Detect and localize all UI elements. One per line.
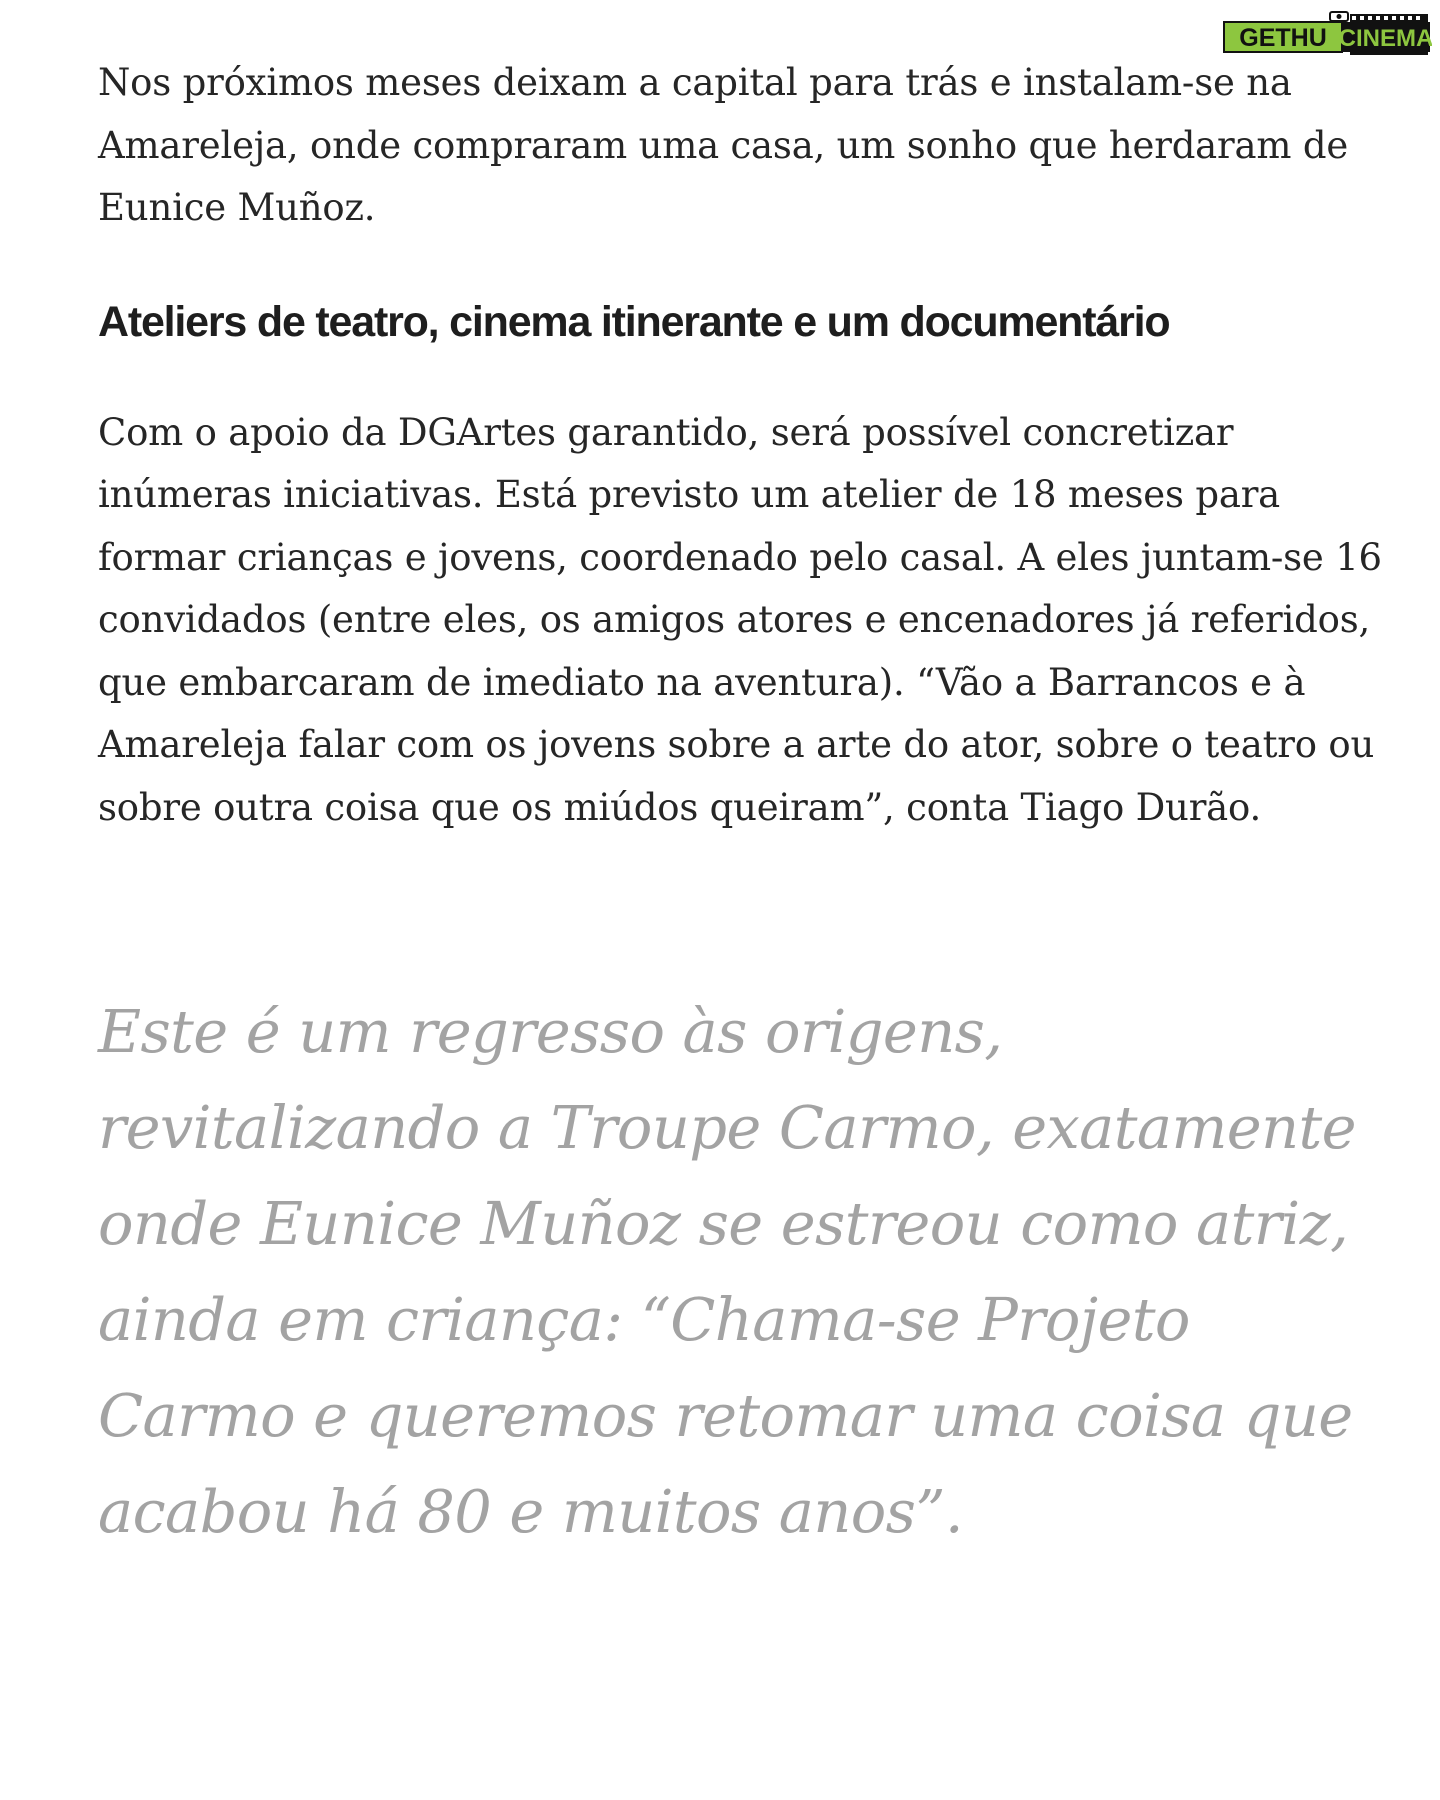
intro-paragraph: Nos próximos meses deixam a capital para trás e instalam-se na Amareleja, onde compraram uma casa, um sonho que herdaram de Eunice Muñoz.: [98, 61, 1349, 229]
watermark-logo-graphic: [1222, 10, 1432, 56]
body-paragraph: Com o apoio da DGArtes garantido, será possível concretizar inúmeras iniciativas. Está previsto um atelier de 18 meses para formar crianças e jovens, coordenado pelo casal. A eles juntam-se 16 convidados (entre eles, os amigos atores e encenadores já referidos, que embarcaram de imediato na aventura). “Vão a Barrancos e à Amareleja falar com os jovens sobre a arte do ator, sobre o teatro ou sobre outra coisa que os miúdos queiram”, conta Tiago Durão.: [98, 410, 1382, 829]
camera-icon: [1330, 12, 1348, 21]
watermark-left-text: GETHU: [1239, 24, 1327, 52]
watermark-right-text: CINEMA: [1338, 25, 1432, 52]
section-heading: Ateliers de teatro, cinema itinerante e um documentário: [98, 297, 1170, 346]
pull-quote: Este é um regresso às origens, revitalizando a Troupe Carmo, exatamente onde Eunice Muñoz se estreou como atriz, ainda em criança: “Chama-se Projeto Carmo e queremos retomar uma coisa que acabou há 80 e muitos anos”.: [98, 997, 1356, 1546]
gethucinema-watermark-logo: [1222, 10, 1432, 56]
article-body: [98, 52, 1388, 1560]
